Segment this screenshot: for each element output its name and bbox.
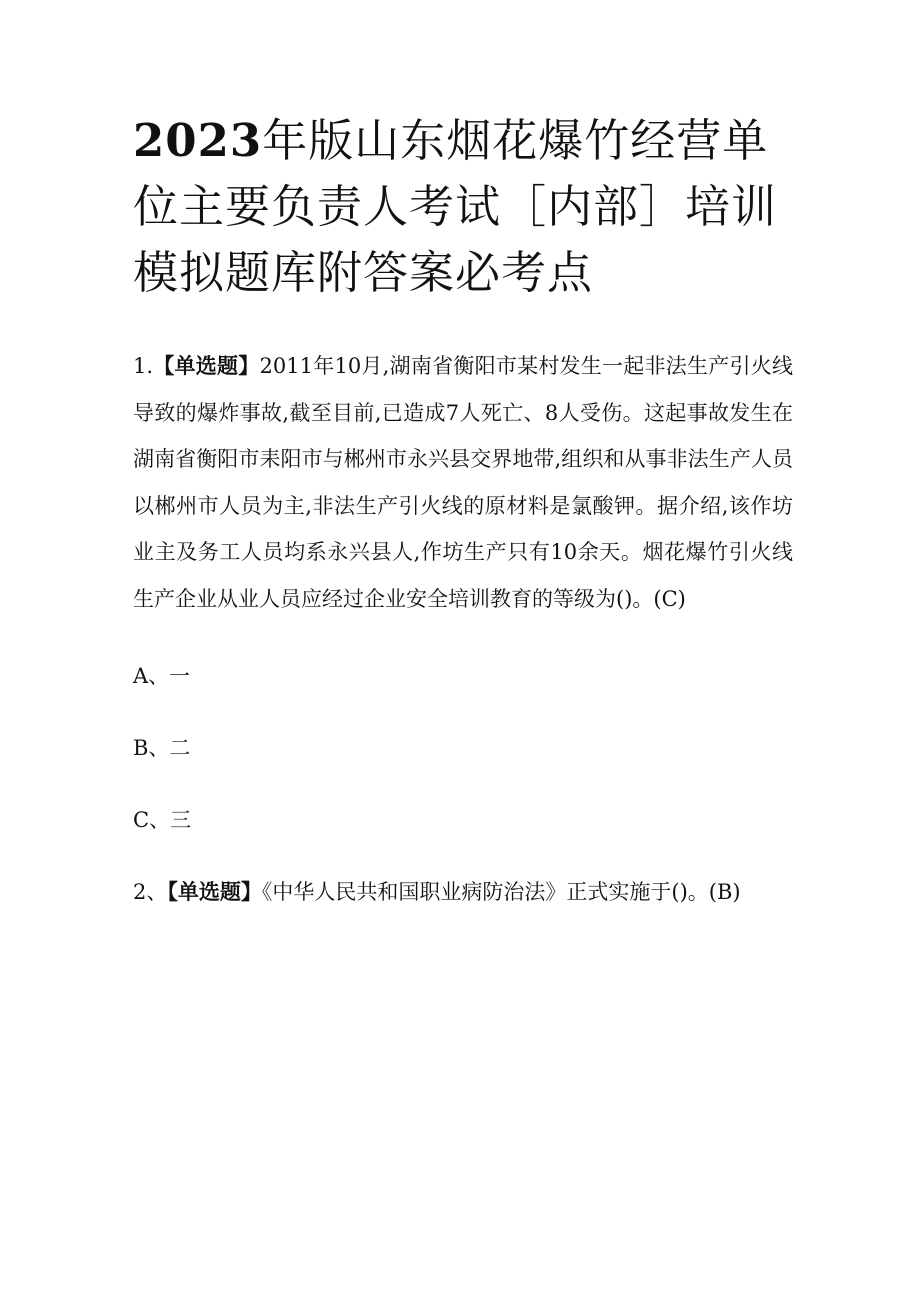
question-2 [133,877,793,907]
question-1 [133,343,793,623]
question-2-type: 【单选题】 [167,879,262,904]
question-1-type: 【单选题】 [153,353,260,378]
question-1-option-c: C、三 [133,808,192,832]
question-2-text: 《中华人民共和国职业病防治法》正式实施于()。(B) [261,880,741,904]
document-title [133,108,793,306]
question-1-number: 1. [133,354,154,378]
title-text: 年版山东烟花爆竹经营单位主要负责人考试［内部］培训模拟题库附答案必考点 [133,114,778,299]
question-2-number: 2、 [133,880,168,904]
question-1-option-b: B、二 [133,736,191,760]
title-year: 2023 [133,114,263,167]
question-1-text: 2011年10月,湖南省衡阳市某村发生一起非法生产引火线导致的爆炸事故,截至目前,已造成7人死亡、8人受伤。这起事故发生在湖南省衡阳市耒阳市与郴州市永兴县交界地带,组织和从事非法生产人员以郴州市人员为主,非法生产引火线的原材料是氯酸钾。据介绍,该作坊业主及务工人员均系永兴县人,作坊生产只有10余天。烟花爆竹引火线生产企业从业人员应经过企业安全培训教育的等级为()。(C) [133,354,794,611]
question-1-option-a: A、一 [133,664,191,688]
